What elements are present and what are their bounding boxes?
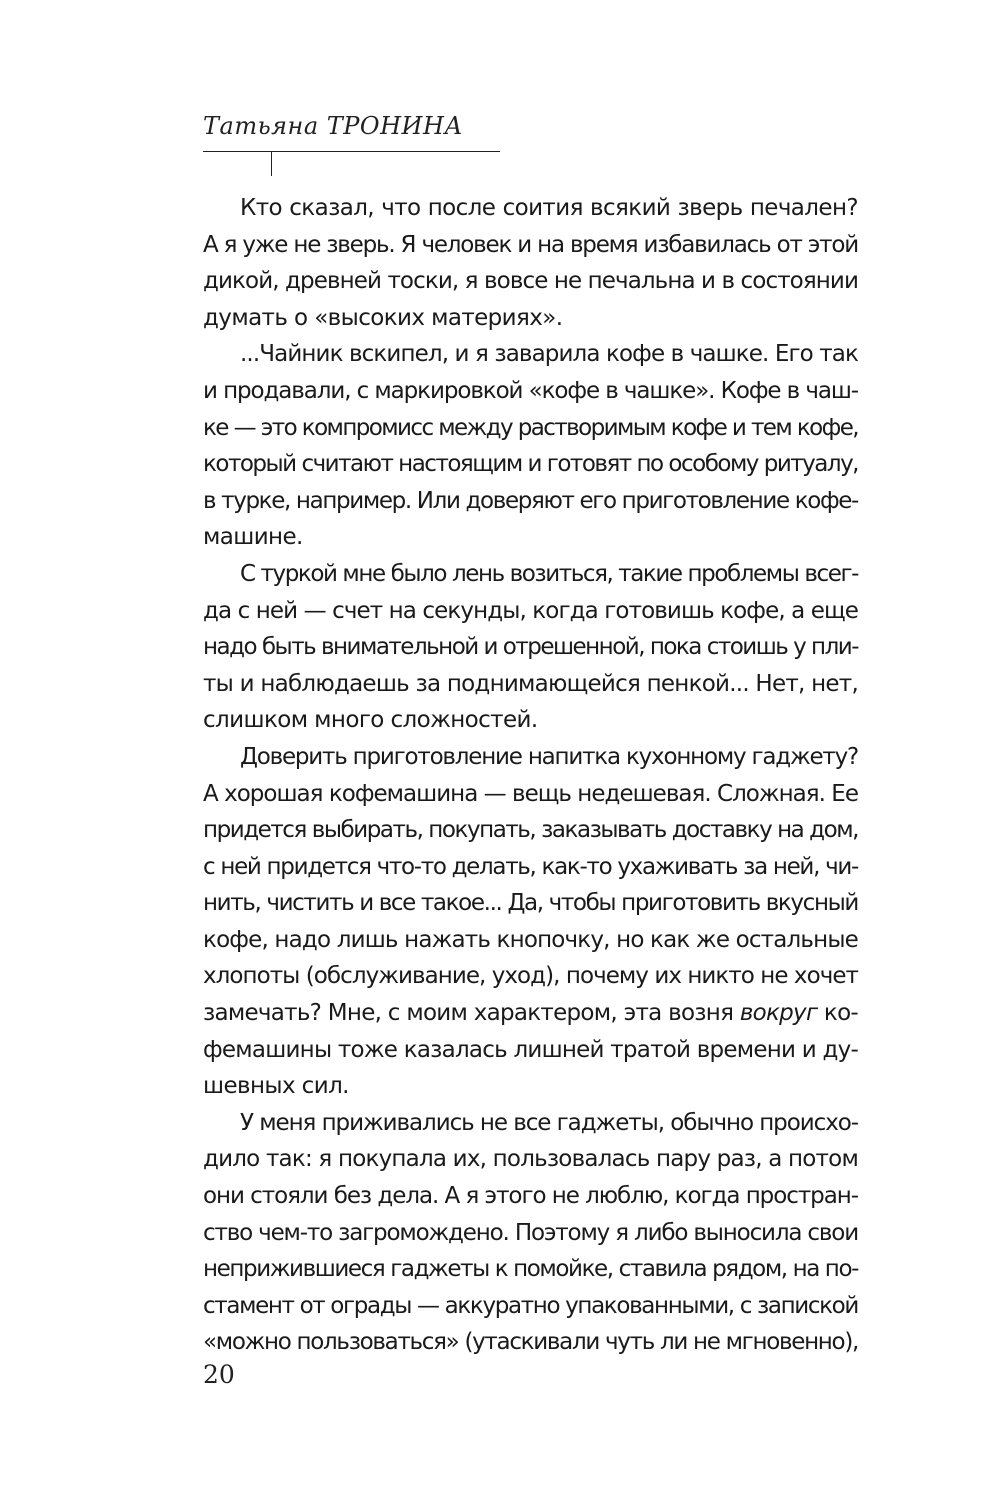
text-line: кофе, надо лишь нажать кнопочку, но как же остальные bbox=[203, 926, 858, 953]
text-line: шевных сил. bbox=[203, 1073, 349, 1100]
text-line: А я уже не зверь. Я человек и на время избавилась от этой bbox=[203, 231, 858, 258]
text-line: в турке, например. Или доверяют его приготовление кофе- bbox=[203, 487, 858, 514]
text-line: и продавали, с маркировкой «кофе в чашке». Кофе в чаш- bbox=[203, 377, 858, 404]
text-line: ке — это компромисс между растворимым кофе и тем кофе, bbox=[203, 414, 858, 441]
text-line: Кто сказал, что после соития всякий зверь печален? bbox=[240, 195, 858, 221]
text-line: дило так: я покупала их, пользовалась пару раз, а потом bbox=[203, 1146, 858, 1173]
text-line: с ней придется что-то делать, как-то ухаживать за ней, чи- bbox=[203, 853, 858, 880]
text-line: ство чем-то загромождено. Поэтому я либо выносила свои bbox=[203, 1219, 858, 1246]
text-line: надо быть внимательной и отрешенной, пока стоишь у пли- bbox=[203, 634, 858, 661]
text-line: С туркой мне было лень возиться, такие проблемы всег- bbox=[240, 560, 858, 587]
text-line: дикой, древней тоски, я вовсе не печальна и в состоянии bbox=[203, 268, 858, 295]
text-line: А хорошая кофемашина — вещь недешевая. Сложная. Ее bbox=[203, 780, 858, 807]
text-segment: замечать? Мне, с моим характером, эта возня bbox=[203, 1000, 740, 1027]
text-line: хлопоты (обслуживание, уход), почему их никто не хочет bbox=[203, 963, 858, 990]
header-rule bbox=[203, 151, 500, 152]
text-line: фемашины тоже казалась лишней тратой времени и ду- bbox=[203, 1036, 858, 1063]
text-line: нить, чистить и все такое... Да, чтобы приготовить вкусный bbox=[203, 890, 858, 917]
header-rule-tick bbox=[271, 151, 272, 176]
text-line: ...Чайник вскипел, и я заварила кофе в чашке. Его так bbox=[240, 341, 858, 368]
text-line: Доверить приготовление напитка кухонному гаджету? bbox=[240, 743, 858, 770]
paragraph bbox=[203, 336, 858, 556]
text-line: ты и наблюдаешь за поднимающейся пенкой... Нет, нет, bbox=[203, 670, 858, 697]
emphasis: вокруг bbox=[739, 1000, 818, 1027]
text-line: они стояли без дела. А я этого не люблю, когда простран- bbox=[203, 1183, 858, 1210]
paragraph bbox=[203, 190, 858, 336]
text-line: придется выбирать, покупать, заказывать доставку на дом, bbox=[203, 817, 858, 844]
body-text bbox=[203, 190, 858, 1361]
paragraph bbox=[203, 1105, 858, 1361]
text-line: думать о «высоких материях». bbox=[203, 304, 563, 331]
text-line: да с ней — счет на секунды, когда готовишь кофе, а еще bbox=[203, 597, 858, 624]
text-segment: ко- bbox=[817, 1000, 859, 1027]
running-head: Татьяна ТРОНИНА bbox=[203, 112, 464, 140]
text-line: неприжившиеся гаджеты к помойке, ставила рядом, на по- bbox=[203, 1256, 858, 1283]
text-line bbox=[203, 995, 858, 1032]
text-line: У меня приживались не все гаджеты, обычно происхо- bbox=[240, 1109, 858, 1136]
text-line: стамент от ограды — аккуратно упакованными, с запиской bbox=[203, 1292, 858, 1319]
text-line: «можно пользоваться» (утаскивали чуть ли не мгновенно), bbox=[203, 1329, 858, 1356]
text-line: машине. bbox=[203, 524, 303, 551]
paragraph bbox=[203, 556, 858, 739]
paragraph bbox=[203, 739, 858, 1105]
text-line: слишком много сложностей. bbox=[203, 707, 538, 734]
text-line: который считают настоящим и готовят по особому ритуалу, bbox=[203, 451, 858, 478]
page-number: 20 bbox=[203, 1360, 235, 1389]
